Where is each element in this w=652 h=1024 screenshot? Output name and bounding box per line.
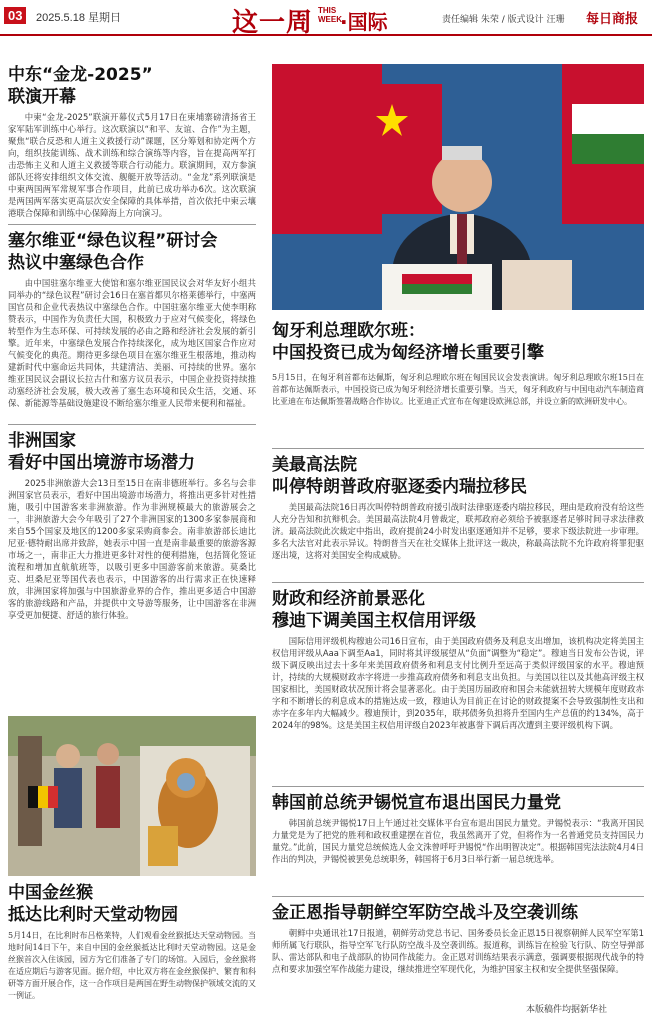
golden-monkey-photo-illustration [8,716,256,876]
divider [8,424,256,425]
masthead [0,0,652,36]
golden-monkey-photo [8,716,256,876]
article-golden-dragon [8,64,256,219]
article-body: 美国最高法院16日再次叫停特朗普政府援引战时法律驱逐委内瑞拉移民，理由是政府没有给这些人充分告知和抗辩机会。美国最高法院4月曾裁定，联邦政府必须给予被驱逐者足够时间寻求法律救济。最高法院此次裁定中指出，政府提前24小时发出驱逐通知并不足够，要求下级法院进一步审理。多名大法官对此表示异议。特朗普当天在社交媒体上批评这一裁决，称最高法院不允许政府将罪犯驱逐出境，这将对美国安全构成威胁。 [272,502,644,560]
article-yoon [272,792,644,865]
headline-line-2: 热议中塞绿色合作 [8,253,144,273]
article-moodys [272,588,644,731]
headline-line-1: 中国金丝猴 [8,883,93,903]
headline-line-2: 穆迪下调美国主权信用评级 [272,611,476,631]
article-body: 由中国驻塞尔维亚大使馆和塞尔维亚国民议会对华友好小组共同举办的“绿色议程”研讨会16日在塞首都贝尔格莱德举行，中塞两国官员和企业代表热议中塞绿色合作。中国驻塞尔维亚大使李明称赞表示，中国作为负责任大国，积极致力于应对气候变化，将绿色转型作为生态环保、可持续发展的必由之路和经济社会发展的新引擎。近年来，中塞绿色发展合作持续深化，成为地区国家合作应对气候变化的典范。期待更多绿色项目在塞尔维亚生根落地，推动构建新时代中塞命运共同体，共建清洁、美丽、可持续的世界。塞尔维亚国民议会副议长拉古什和塞方议员表示，中国企业投资持续推动塞经济社会发展，极大改善了塞生态环境和民众生活，交通、环保、新能源等基础设施建设不断给塞尔维亚人民带来便利和福祉。 [8,278,256,408]
article-kim [272,902,644,975]
article-body: 朝鲜中央通讯社17日报道，朝鲜劳动党总书记、国务委员长金正恩15日视察朝鲜人民军空军第1师所属飞行联队，指导空军飞行队防空战斗及空袭训练。报道称，训练旨在检验飞行队、防空导弹部队、雷达部队和电子战部队的协同作战能力。金正恩对训练结果表示满意，强调要根据现代战争的特点和要求加强空军作战能力建设，继续推进空军现代化，为维护国家主权和安全提供坚强保障。 [272,928,644,974]
article-body: 2025非洲旅游大会13日至15日在南非德班举行。多名与会非洲国家官员表示，看好中国出境游市场潜力，将推出更多针对性措施，吸引中国游客来非洲旅游。作为非洲规模最大的旅游展会之一，非洲旅游大会今年吸引了27个非洲国家的1300多家参展商和来自55个国家及地区的1200多家采购商参会。南非旅游部长迪比尼亚·德特耐出席并致辞，她表示中国一直是南非最重要的旅游客源市场之一，南非正大力推进更多针对性的便利措施，包括简化签证流程和增加直航航班等，以吸引更多中国游客前来旅游。莫桑比克、坦桑尼亚等国代表也表示，中国游客的出行需求正在快速释放，非洲国家将加强与中国旅游业界的合作，推出更多适合中国游客的旅游线路和产品，并提供中文导游等服务，让中国游客在非洲享受更加便捷、舒适的旅行体验。 [8,478,256,620]
headline-line-2: 叫停特朗普政府驱逐委内瑞拉移民 [272,477,527,497]
issue-date: 2025.5.18 星期日 [36,12,121,24]
divider [8,224,256,225]
headline-line-1: 财政和经济前景恶化 [272,589,425,609]
divider [272,582,644,583]
editor-credits: 责任编辑 朱荣 / 版式设计 汪珊 [442,15,565,25]
article-africa-tourism [8,430,256,621]
headline-line-1: 塞尔维亚“绿色议程”研讨会 [8,231,218,251]
article-supreme-court [272,454,644,561]
article-body: 韩国前总统尹锡悦17日上午通过社交媒体平台宣布退出国民力量党。尹锡悦表示：“我离开国民力量党是为了把党的胜利和政权重建摆在首位，我虽然离开了党，但将作为一名普通党员支持国民力量党。”此前，国民力量党总统候选人金文洙曾呼吁尹锡悦“作出明智决定”。根据韩国宪法法院4月4日作出的判决，尹锡悦被罢免总统职务，韩国将于6月3日举行新一届总统选举。 [272,818,644,864]
orban-photo-illustration [272,64,644,310]
photo-caption: 5月14日，在比利时布吕格莱特，人们观看金丝猴抵达天堂动物园。当地时间14日下午，来自中国的金丝猴抵达比利时天堂动物园。这是金丝猴首次入住该园，园方为它们准备了专门的场馆。入园后，金丝猴将在适应期后与游客见面。据介绍，中比双方将在金丝猴保护、繁育和科研等方面开展合作，这一合作项目是两国在野生动物保护领域交流的又一例证。 [8,931,256,1000]
headline-line-2: 抵达比利时天堂动物园 [8,905,178,925]
headline-line-1: 美最高法院 [272,455,357,475]
page-number: 03 [4,7,26,24]
article-serbia-green [8,230,256,409]
divider [272,896,644,897]
headline-line-2: 联演开幕 [8,87,76,107]
article-body: 国际信用评级机构穆迪公司16日宣布，由于美国政府债务及利息支出增加，该机构决定将美国主权信用评级从Aaa下调至Aa1，同时将其评级展望从“负面”调整为“稳定”。穆迪当日发布公告说，评级下调反映出过去十多年来美国政府债务和利息支付比例升至远高于类似评级国家的水平。穆迪预计，持续的大规模财政赤字将进一步推高政府债务和利息支出负担。与美国以往以及其他高评级主权国家相比，美国财政状况预计将会显著恶化。由于美国历届政府和国会未能就扭转大规模年度财政赤字和不断增长的利息成本的措施达成一致，穆迪认为目前正在讨论的财政提案不会导致强制性支出和赤字在多年内大幅减少。穆迪预计，到2035年，联邦债务负担将升至国内生产总值的约134%，高于2024年的98%。这是美国主权信用评级自2023年被惠誉下调后再次遭到主要评级机构下调。 [272,636,644,730]
headline-line-1: 匈牙利总理欧尔班： [272,321,425,341]
source-note: 本版稿件均据新华社 [526,1005,608,1015]
headline-line-2: 中国投资已成为匈经济增长重要引擎 [272,343,544,363]
headline-line-1: 中东“金龙-2025” [8,65,153,85]
orban-photo [272,64,644,310]
divider [272,448,644,449]
article-body: 中柬“金龙-2025”联演开幕仪式5月17日在柬埔寨磅清扬省王家军陆军训练中心举行。这次联演以“和平、友谊、合作”为主题，聚焦“联合反恐和人道主义救援行动”课题，区分筹划和协定两个方向，组织技能训练、战术训练和综合演练等内容，旨在提高两军打击恐怖主义和人道主义救援等联合行动能力。联演期间，双方参演部队还将安排组织文体交流、舰艇开放等活动。“金龙”系列联演是中柬两国两军常规军事合作项目，此前已成功举办6次。这次联演是两国两军落实更高层次安全保障的具体举措，首次依托中柬云壤港联合保障和训练中心保障海上方向演习。 [8,112,256,218]
section-subtitle: ·国际 [340,10,388,34]
headline-line-1: 非洲国家 [8,431,76,451]
headline: 韩国前总统尹锡悦宣布退出国民力量党 [272,793,561,813]
article-golden-monkey [8,882,256,1002]
section-title: 这一周 [232,8,314,38]
divider [272,786,644,787]
headline-line-2: 看好中国出境游市场潜力 [8,453,195,473]
article-orban [272,320,644,408]
newspaper-brand: 每日商报 [586,12,639,27]
headline: 金正恩指导朝鲜空军防空战斗及空袭训练 [272,903,578,923]
photo-caption: 5月15日，在匈牙利首都布达佩斯，匈牙利总理欧尔班在匈国民议会发表演讲。匈牙利总理欧尔班15日在首都布达佩斯表示，中国投资已成为匈牙利经济增长重要引擎。当天，匈牙利政府与中国电动汽车制造商比亚迪在布达佩斯签署战略合作协议。比亚迪正式宣布在匈建设欧洲总部，并设立新的欧洲研发中心。 [272,373,644,406]
section-this-week: THIS WEEK [318,6,342,24]
